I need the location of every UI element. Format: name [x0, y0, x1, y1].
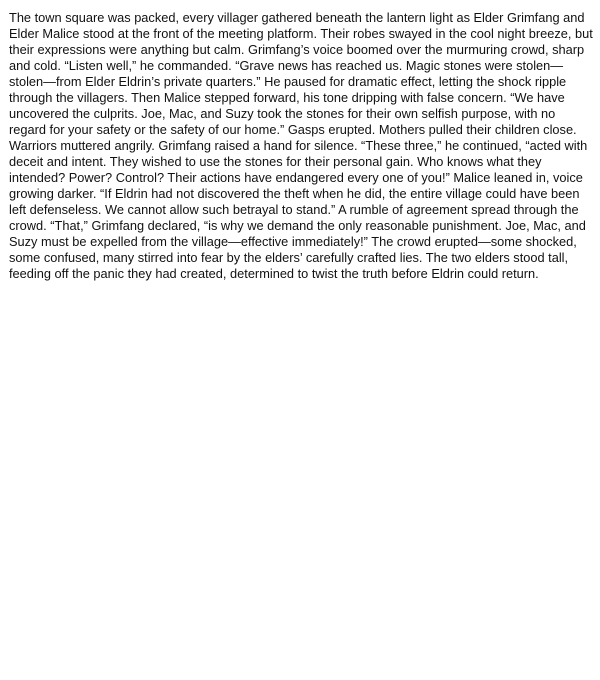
story-paragraph: The town square was packed, every villager gathered beneath the lantern light as Elder Grimfang and Elder Malice stood at the front of the meeting platform. Their robes swayed in the cool night breeze, but their expressions were anything but calm. Grimfang’s voice boomed over the murmuring crowd, sharp and cold. “Listen well,” he commanded. “Grave news has reached us. Magic stones were stolen—stolen—from Elder Eldrin’s private quarters.” He paused for dramatic effect, letting the shock ripple through the villagers. Then Malice stepped forward, his tone dripping with false concern. “We have uncovered the culprits. Joe, Mac, and Suzy took the stones for their own selfish purpose, with no regard for your safety or the safety of our home.” Gasps erupted. Mothers pulled their children close. Warriors muttered angrily. Grimfang raised a hand for silence. “These three,” he continued, “acted with deceit and intent. They wished to use the stones for their personal gain. Who knows what they intended? Power? Control? Their actions have endangered every one of you!” Malice leaned in, voice growing darker. “If Eldrin had not discovered the theft when he did, the entire village could have been left defenseless. We cannot allow such betrayal to stand.” A rumble of agreement spread through the crowd. “That,” Grimfang declared, “is why we demand the only reasonable punishment. Joe, Mac, and Suzy must be expelled from the village—effective immediately!” The crowd erupted—some shocked, some confused, many stirred into fear by the elders’ carefully crafted lies. The two elders stood tall, feeding off the panic they had created, determined to twist the truth before Eldrin could return.: [9, 10, 593, 281]
